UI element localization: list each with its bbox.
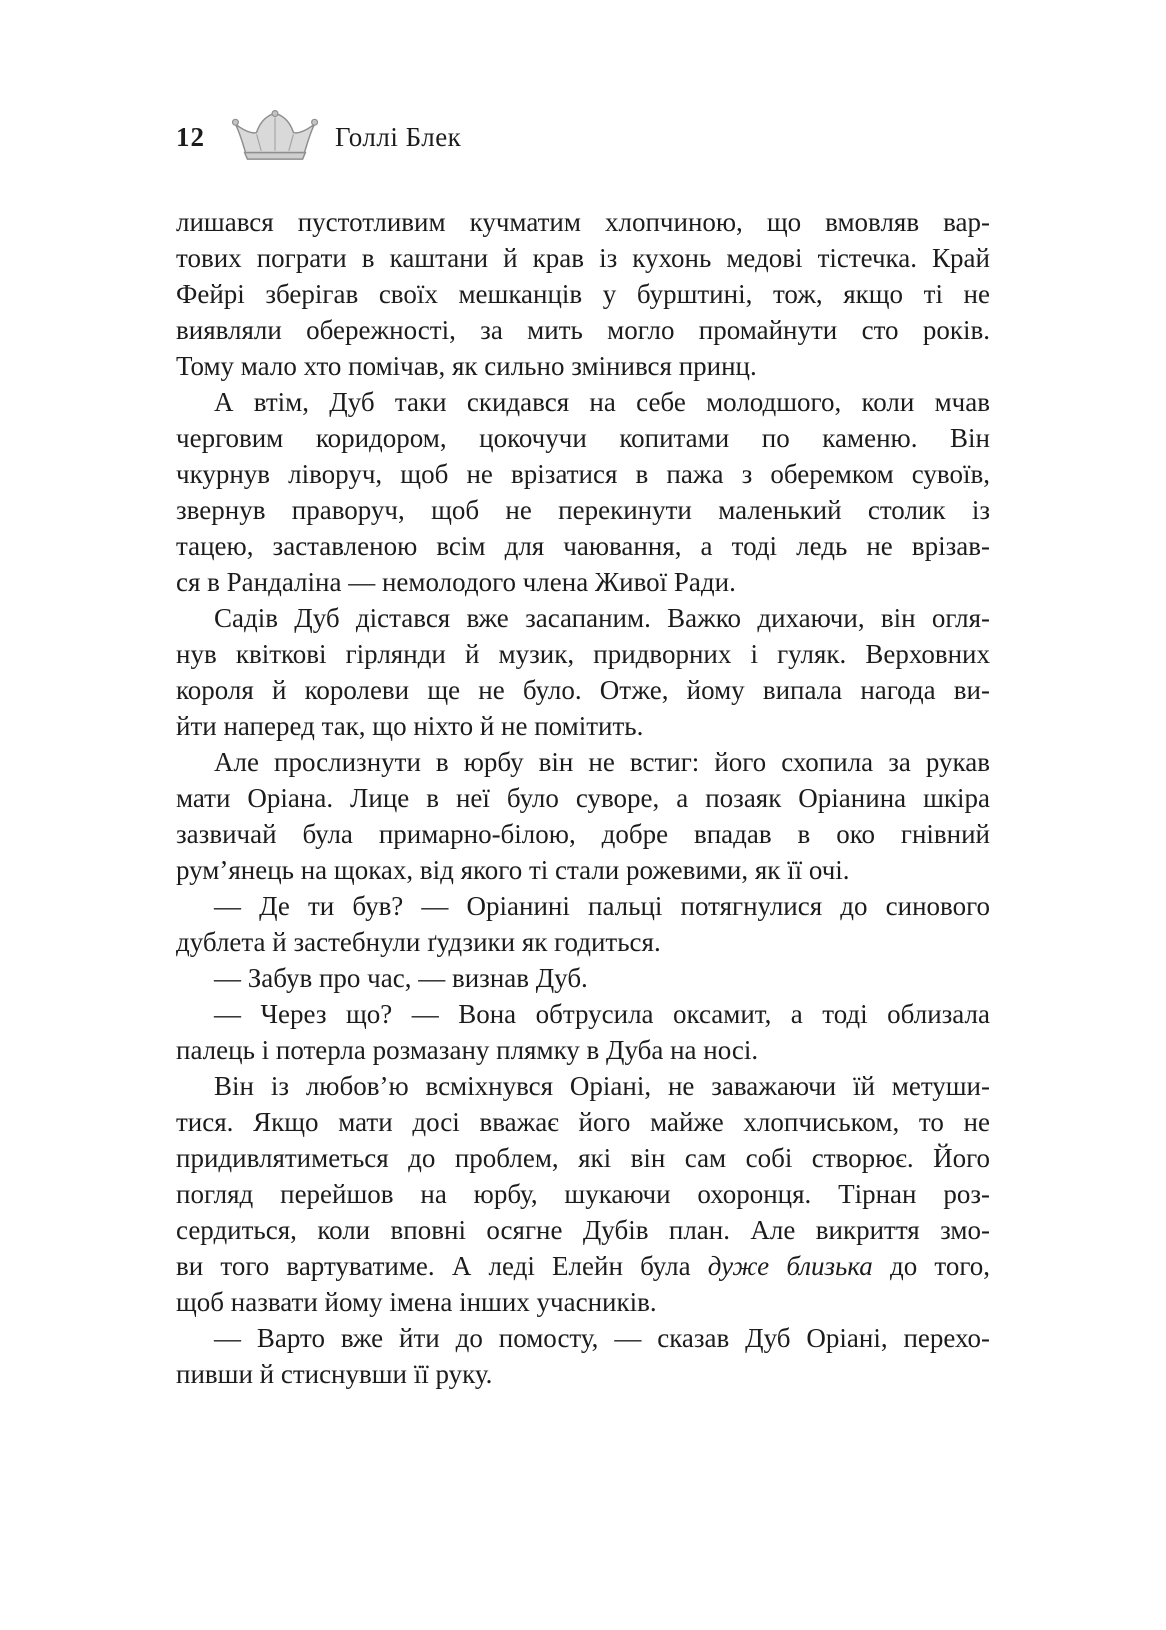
text-line [176,1248,990,1284]
paragraph [176,744,990,888]
text-line: лишався пустотливим кучматим хлопчиною, що вмовляв вар- [176,207,990,237]
text-line: черговим коридором, цокочучи копитами по каменю. Він [176,423,990,453]
paragraph [176,384,990,600]
text-segment: до того, [872,1251,990,1281]
text-line: Тому мало хто помічав, як сильно змінився принц. [176,351,757,381]
paragraph [176,888,990,960]
paragraph [176,204,990,384]
text-line: Він із любов’ю всміхнувся Оріані, не заважаючи їй метуши- [214,1071,990,1101]
text-line: Фейрі зберігав своїх мешканців у бурштині, тож, якщо ті не [176,279,990,309]
paragraph [176,1068,990,1320]
text-segment: ви того вартуватиме. А леді Елейн була [176,1251,708,1281]
crown-icon [229,110,321,164]
paragraph [176,600,990,744]
page-number: 12 [176,121,205,152]
text-line: йти наперед так, що ніхто й не помітить. [176,711,644,741]
text-line: зазвичай була примарно-білою, добре впадав в око гнівний [176,819,990,849]
body-text [176,204,990,1392]
text-line: щоб назвати йому імена інших учасників. [176,1287,657,1317]
paragraph [176,996,990,1068]
text-line: тися. Якщо мати досі вважає його майже хлопчиськом, то не [176,1107,990,1137]
text-line: — Забув про час, — визнав Дуб. [214,963,588,993]
paragraph [176,960,990,996]
text-line: тацею, заставленою всім для чаювання, а тоді ледь не врізав- [176,531,990,561]
text-line: дублета й застебнули ґудзики як годиться. [176,927,661,957]
text-line: погляд перейшов на юрбу, шукаючи охоронця. Тірнан роз- [176,1179,990,1209]
author-name: Голлі Блек [335,121,462,152]
text-line: короля й королеви ще не було. Отже, йому випала нагода ви- [176,675,990,705]
text-line: пивши й стиснувши її руку. [176,1359,493,1389]
text-line: Але прослизнути в юрбу він не встиг: його схопила за рукав [214,747,990,777]
text-line: — Через що? — Вона обтрусила оксамит, а тоді облизала [214,999,990,1029]
text-line: придивлятиметься до проблем, які він сам собі створює. Його [176,1143,990,1173]
text-line: А втім, Дуб таки скидався на себе молодшого, коли мчав [214,387,990,417]
text-line: рум’янець на щоках, від якого ті стали рожевими, як її очі. [176,855,850,885]
text-line: чкурнув ліворуч, щоб не врізатися в пажа з оберемком сувоїв, [176,459,990,489]
text-line: палець і потерла розмазану плямку в Дуба на носі. [176,1035,759,1065]
text-line: сердиться, коли вповні осягне Дубів план. Але викриття змо- [176,1215,990,1245]
text-line: звернув праворуч, щоб не перекинути маленький столик із [176,495,990,525]
text-line: — Варто вже йти до помосту, — сказав Дуб Оріані, перехо- [214,1323,990,1353]
running-header [176,110,990,164]
text-line: — Де ти був? — Оріанині пальці потягнулися до синового [214,891,990,921]
emphasized-text: дуже близька [707,1251,873,1281]
text-line: виявляли обережності, за мить могло промайнути сто років. [176,315,990,345]
text-line: тових пограти в каштани й крав із кухонь медові тістечка. Край [176,243,990,273]
text-line: Садів Дуб дістався вже засапаним. Важко дихаючи, він огля- [214,603,990,633]
text-line: ся в Рандаліна — немолодого члена Живої Ради. [176,567,736,597]
text-line: нув квіткові гірлянди й музик, придворних і гуляк. Верховних [176,639,990,669]
paragraph [176,1320,990,1392]
text-line: мати Оріана. Лице в неї було суворе, а позаяк Оріанина шкіра [176,783,990,813]
